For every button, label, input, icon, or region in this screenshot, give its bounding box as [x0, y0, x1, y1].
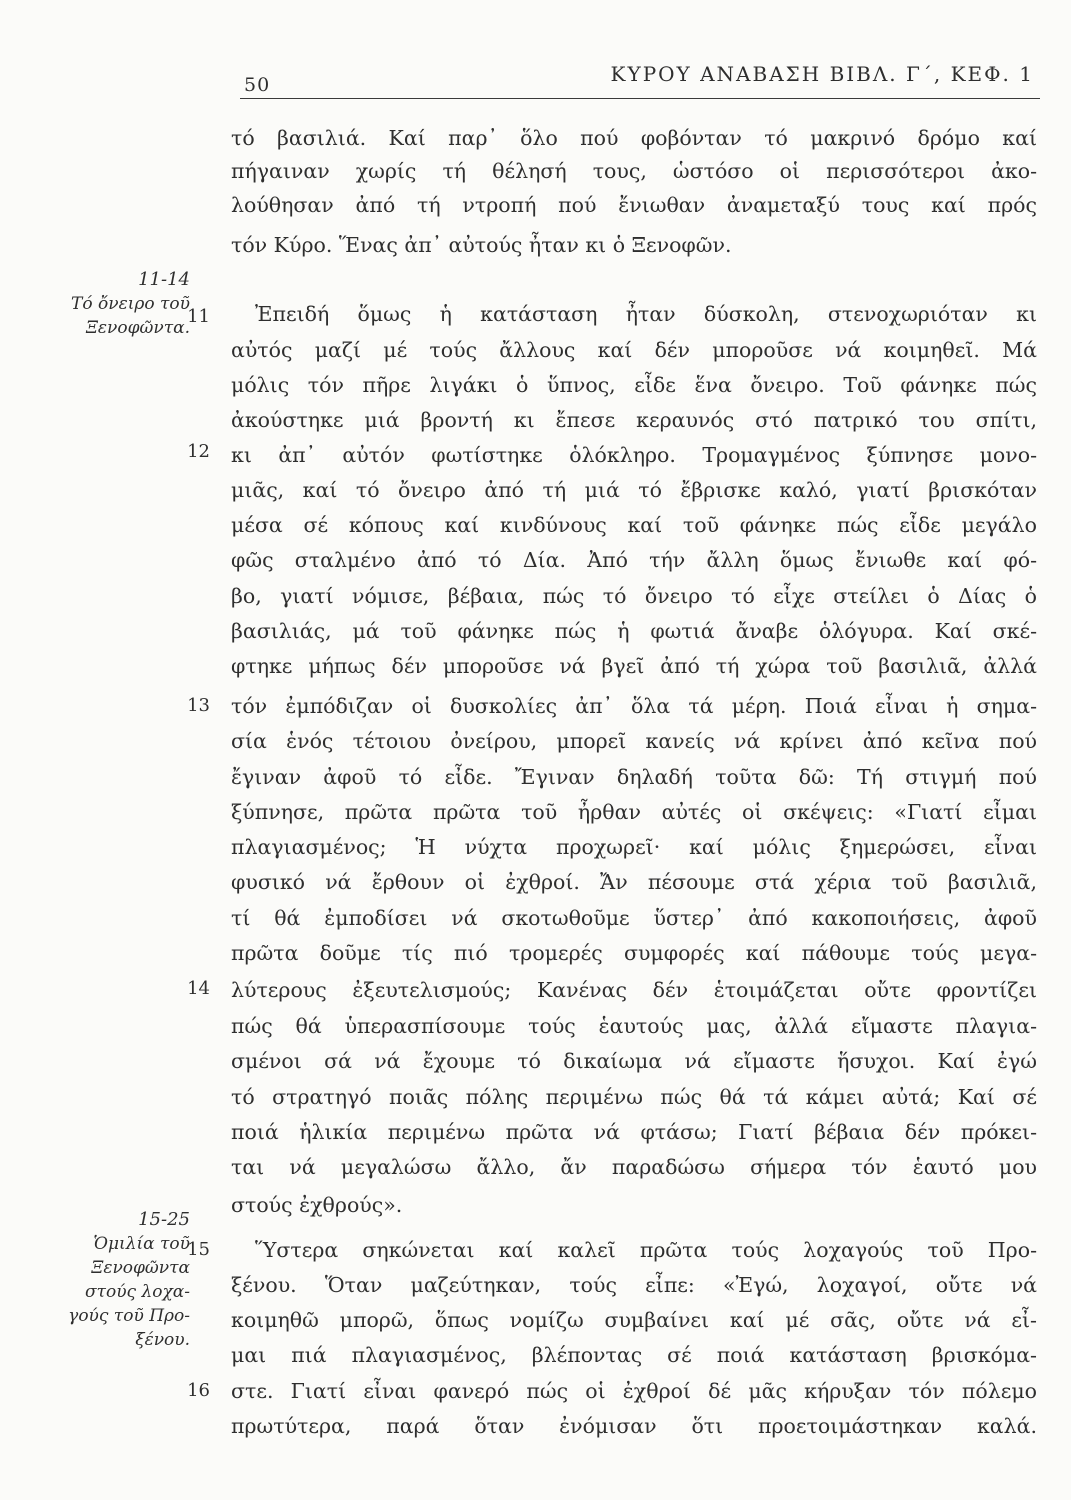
section-number-15: 15: [187, 1239, 210, 1260]
text-line: σία ἑνός τέτοιου ὀνείρου, μπορεῖ κανείς νά κρίνει ἀπό κεῖνα πού: [231, 729, 1037, 753]
text-line: τό βασιλιά. Καί παρ᾽ ὅλο πού φοβόνταν τό μακρινό δρόμο καί: [231, 126, 1037, 150]
header-rule: [240, 98, 1040, 99]
section-number-14: 14: [187, 978, 210, 999]
text-line: μόλις τόν πῆρε λιγάκι ὁ ὕπνος, εἶδε ἕνα ὄνειρο. Τοῦ φάνηκε πώς: [231, 373, 1037, 397]
running-header: [240, 58, 1040, 98]
note-line: ξένου.: [135, 1330, 190, 1350]
text-line: λύτερους ἐξευτελισμούς; Κανένας δέν ἑτοιμάζεται οὔτε φροντίζει: [231, 978, 1037, 1002]
marginal-note-15-25: [40, 1208, 190, 1352]
text-line: μέσα σέ κόπους καί κινδύνους καί τοῦ φάνηκε πώς εἶδε μεγάλο: [231, 513, 1037, 537]
section-number-12: 12: [187, 441, 210, 462]
text-line: Ὕστερα σηκώνεται καί καλεῖ πρῶτα τούς λοχαγούς τοῦ Προ-: [255, 1238, 1037, 1262]
text-line: ξένου. Ὅταν μαζεύτηκαν, τούς εἶπε: «Ἐγώ, λοχαγοί, οὔτε νά: [231, 1273, 1037, 1297]
note-range: 15-25: [138, 1209, 190, 1230]
text-line: πώς θά ὑπερασπίσουμε τούς ἑαυτούς μας, ἀλλά εἴμαστε πλαγια-: [231, 1014, 1037, 1038]
text-line: τόν Κύρο. Ἕνας ἀπ᾽ αὐτούς ἦταν κι ὁ Ξενοφῶν.: [231, 233, 732, 257]
text-line: ται νά μεγαλώσω ἄλλο, ἄν παραδώσω σήμερα τόν ἑαυτό μου: [231, 1155, 1037, 1179]
text-line: τόν ἐμπόδιζαν οἱ δυσκολίες ἀπ᾽ ὅλα τά μέρη. Ποιά εἶναι ἡ σημα-: [231, 694, 1037, 718]
text-line: μιᾶς, καί τό ὄνειρο ἀπό τή μιά τό ἔβρισκε καλό, γιατί βρισκόταν: [231, 478, 1037, 502]
text-line: κοιμηθῶ μπορῶ, ὅπως νομίζω συμβαίνει καί μέ σᾶς, οὔτε νά εἶ-: [231, 1308, 1037, 1332]
text-line: πήγαιναν χωρίς τή θέλησή τους, ὡστόσο οἱ περισσότεροι ἀκο-: [231, 159, 1037, 183]
text-line: ἔγιναν ἀφοῦ τό εἶδε. Ἔγιναν δηλαδή τοῦτα δῶ: Τή στιγμή πού: [231, 765, 1037, 789]
note-line: Τό ὄνειρο τοῦ: [71, 294, 190, 314]
note-line: Ξενοφῶντα: [91, 1258, 190, 1278]
note-line: γούς τοῦ Προ-: [68, 1306, 190, 1326]
text-line: πλαγιασμένος; Ἡ νύχτα προχωρεῖ· καί μόλις ξημερώσει, εἶναι: [231, 835, 1037, 859]
text-line: στούς ἐχθρούς».: [231, 1193, 403, 1217]
running-title: ΚΥΡΟΥ ΑΝΑΒΑΣΗ ΒΙΒΛ. Γ΄, ΚΕΦ. 1: [610, 62, 1034, 86]
note-range: 11-14: [138, 269, 190, 290]
text-line: φτηκε μήπως δέν μποροῦσε νά βγεῖ ἀπό τή χώρα τοῦ βασιλιᾶ, ἀλλά: [231, 654, 1037, 678]
text-line: Ἐπειδή ὅμως ἡ κατάσταση ἦταν δύσκολη, στενοχωριόταν κι: [255, 302, 1037, 326]
text-line: πρωτύτερα, παρά ὅταν ἐνόμισαν ὅτι προετοιμάστηκαν καλά.: [231, 1414, 1037, 1438]
text-line: τό στρατηγό ποιᾶς πόλης περιμένω πώς θά τά κάμει αὐτά; Καί σέ: [231, 1085, 1037, 1109]
section-number-11: 11: [187, 306, 210, 327]
marginal-note-11-14: [40, 268, 190, 340]
text-line: πρῶτα δοῦμε τίς πιό τρομερές συμφορές καί πάθουμε τούς μεγα-: [231, 941, 1037, 965]
text-line: βο, γιατί νόμισε, βέβαια, πώς τό ὄνειρο τό εἶχε στείλει ὁ Δίας ὁ: [231, 584, 1037, 608]
text-line: ποιά ἡλικία περιμένω πρῶτα νά φτάσω; Γιατί βέβαια δέν πρόκει-: [231, 1120, 1037, 1144]
note-line: Ὁμιλία τοῦ: [93, 1234, 190, 1254]
section-number-16: 16: [187, 1380, 210, 1401]
section-number-13: 13: [187, 695, 210, 716]
text-line: στε. Γιατί εἶναι φανερό πώς οἱ ἐχθροί δέ μᾶς κήρυξαν τόν πόλεμο: [231, 1379, 1037, 1403]
text-line: μαι πιά πλαγιασμένος, βλέποντας σέ ποιά κατάσταση βρισκόμα-: [231, 1343, 1037, 1367]
text-line: φυσικό νά ἔρθουν οἱ ἐχθροί. Ἄν πέσουμε στά χέρια τοῦ βασιλιᾶ,: [231, 870, 1037, 894]
text-line: τί θά ἐμποδίσει νά σκοτωθοῦμε ὕστερ᾽ ἀπό κακοποιήσεις, ἀφοῦ: [231, 906, 1037, 930]
page-number: 50: [244, 74, 271, 96]
text-line: ἀκούστηκε μιά βροντή κι ἔπεσε κεραυνός στό πατρικό του σπίτι,: [231, 408, 1037, 432]
text-line: λούθησαν ἀπό τή ντροπή πού ἔνιωθαν ἀναμεταξύ τους καί πρός: [231, 193, 1037, 217]
text-line: βασιλιάς, μά τοῦ φάνηκε πώς ἡ φωτιά ἄναβε ὁλόγυρα. Καί σκέ-: [231, 619, 1037, 643]
note-line: στούς λοχα-: [84, 1282, 190, 1302]
text-line: κι ἀπ᾽ αὐτόν φωτίστηκε ὁλόκληρο. Τρομαγμένος ξύπνησε μονο-: [231, 443, 1037, 467]
text-line: ξύπνησε, πρῶτα πρῶτα τοῦ ἦρθαν αὐτές οἱ σκέψεις: «Γιατί εἶμαι: [231, 800, 1037, 824]
note-line: Ξενοφῶντα.: [85, 318, 190, 338]
text-line: φῶς σταλμένο ἀπό τό Δία. Ἀπό τήν ἄλλη ὅμως ἔνιωθε καί φό-: [231, 548, 1037, 572]
text-line: αὐτός μαζί μέ τούς ἄλλους καί δέν μποροῦσε νά κοιμηθεῖ. Μά: [231, 338, 1037, 362]
text-line: σμένοι σά νά ἔχουμε τό δικαίωμα νά εἴμαστε ἥσυχοι. Καί ἐγώ: [231, 1049, 1037, 1073]
